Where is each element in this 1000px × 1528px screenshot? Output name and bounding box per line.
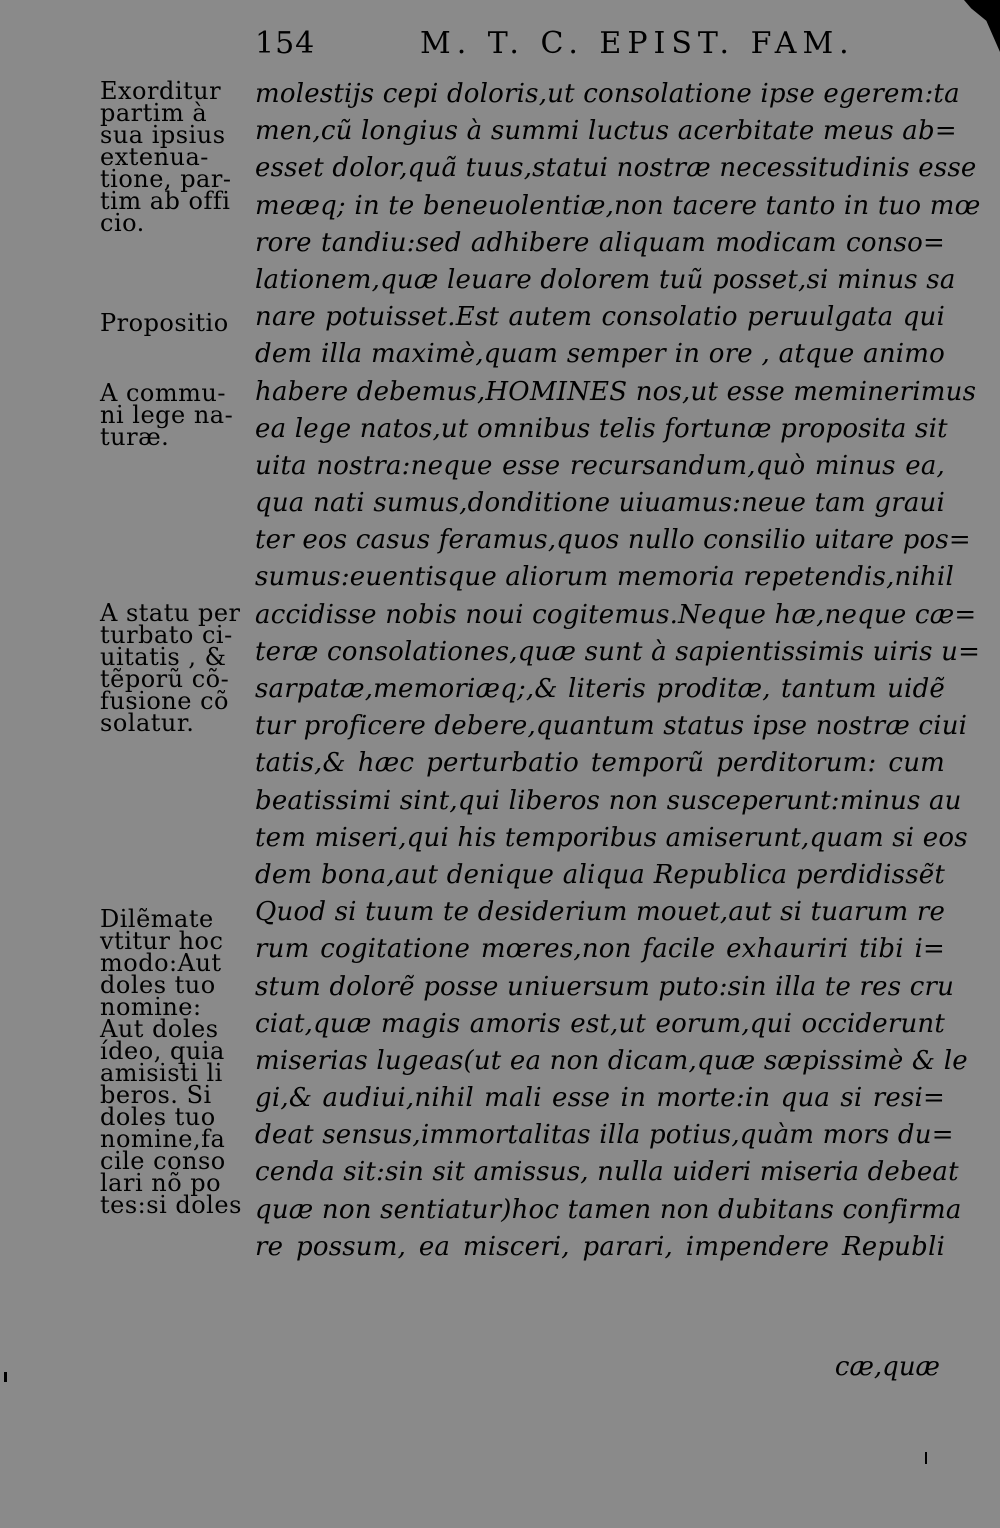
text-line: stum dolorẽ posse uniuersum puto:sin illa te res cru <box>255 971 955 1002</box>
text-line: teræ consolationes,quæ sunt à sapientissimis uiris u= <box>255 636 981 667</box>
text-line: gi,& audiui,nihil mali esse in morte:in qua si resi= <box>255 1083 945 1114</box>
text-line: molestijs cepi doloris,ut consolatione ipse egerem:ta <box>255 79 960 109</box>
margin-note: Exorditur partim à sua ipsius extenua- tione, par- tim ab offi cio. <box>100 77 232 237</box>
text-line: Quod si tuum te desiderium mouet,aut si tuarum re <box>255 897 946 928</box>
catchword: cæ,quæ <box>834 1352 940 1382</box>
text-line: rum cogitatione mœres,non facile exhauriri tibi i= <box>255 934 945 965</box>
page-edge-shadow <box>964 0 1000 52</box>
text-line: rore tandiu:sed adhibere aliquam modicam conso= <box>255 227 945 258</box>
text-line: uita nostra:neque esse recursandum,quò minus ea, <box>255 450 945 481</box>
text-line: tem miseri,qui his temporibus amiserunt,quam si eos <box>255 822 968 853</box>
ink-speck <box>925 1452 927 1464</box>
text-line: deat sensus,immortalitas illa potius,quàm mors du= <box>255 1120 954 1151</box>
margin-note: Propositio <box>100 309 229 337</box>
text-line: dem illa maximè,quam semper in ore , atque animo <box>255 339 945 370</box>
page-header <box>255 26 935 70</box>
text-line: quæ non sentiatur)hoc tamen non dubitans confirma <box>255 1194 962 1225</box>
text-line: sarpatæ,memoriæq;,& literis proditæ, tantum uidẽ <box>255 674 945 704</box>
text-line: re possum, ea misceri, parari, impendere Republi <box>255 1231 945 1262</box>
margin-note: A commu- ni lege na- turæ. <box>100 379 234 451</box>
text-line: tatis,& hæc perturbatio temporũ perditorum: cum <box>255 748 945 779</box>
text-line: accidisse nobis noui cogitemus.Neque hæ,neque cæ= <box>255 599 977 630</box>
text-line: cenda sit:sin sit amissus, nulla uideri miseria debeat <box>255 1157 959 1188</box>
page-number: 154 <box>255 26 316 61</box>
text-line: beatissimi sint,qui liberos non susceperunt:minus au <box>255 785 962 816</box>
margin-note: A statu per turbato ci- uitatis , & tẽporũ cõ- fusione cõ solatur. <box>100 599 241 737</box>
text-line: miserias lugeas(ut ea non dicam,quæ sæpissimè & le <box>255 1045 968 1076</box>
text-line: qua nati sumus,donditione uiuamus:neue tam graui <box>255 488 945 519</box>
text-line: dem bona,aut denique aliqua Republica perdidissẽt <box>255 859 945 890</box>
text-line: meæq; in te beneuolentiæ,non tacere tanto in tuo mœ <box>255 190 981 221</box>
main-text-block <box>255 76 981 1266</box>
text-line: sumus:euentisque aliorum memoria repetendis,nihil <box>255 562 954 593</box>
text-line: ea lege natos,ut omnibus telis fortunæ proposita sit <box>255 413 948 444</box>
text-line: ciat,quæ magis amoris est,ut eorum,qui occiderunt <box>255 1008 945 1039</box>
text-line: habere debemus,HOMINES nos,ut esse meminerimus <box>255 376 977 407</box>
text-line: ter eos casus feramus,quos nullo consilio uitare pos= <box>255 525 971 556</box>
text-line: esset dolor,quã tuus,statui nostræ necessitudinis esse <box>255 153 977 184</box>
text-line: nare potuisset.Est autem consolatio peruulgata qui <box>255 302 945 333</box>
text-line: tur proficere debere,quantum status ipse nostræ ciui <box>255 711 968 742</box>
running-head: M. T. C. EPIST. FAM. <box>420 26 855 61</box>
margin-note: Dilẽmate vtitur hoc modo:Aut doles tuo nomine: Aut doles ídeo, quia amisisti li beros. Si doles tuo nomine,fa cile conso lari nõ po tes:si doles <box>100 905 242 1219</box>
text-line: lationem,quæ leuare dolorem tuũ posset,si minus sa <box>255 264 956 295</box>
text-line: men,cũ longius à summi luctus acerbitate meus ab= <box>255 116 957 147</box>
ink-speck <box>4 1372 7 1382</box>
